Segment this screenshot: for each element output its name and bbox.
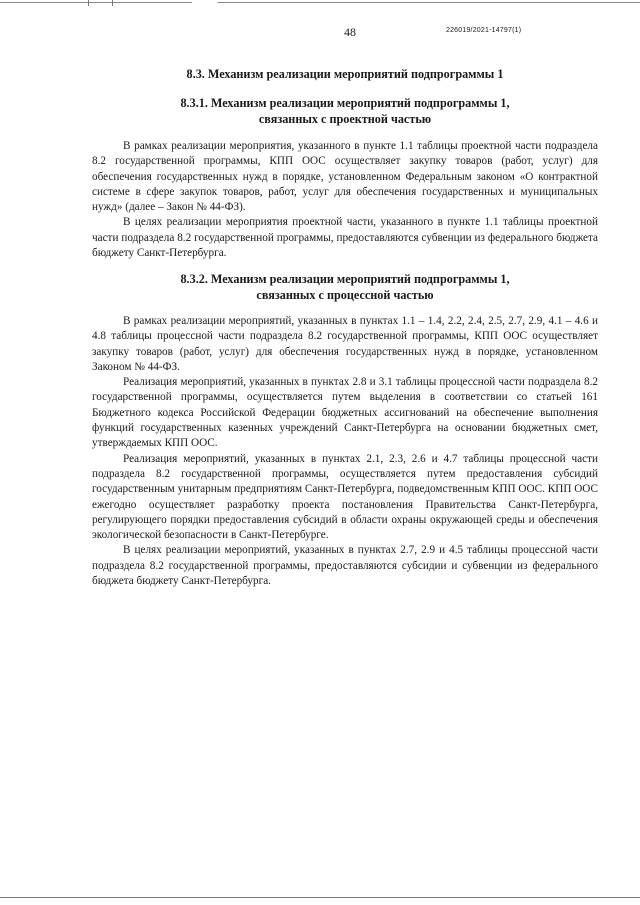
subsection-title-1-line2: связанных с проектной частью [258, 111, 432, 126]
paragraph: Реализация мероприятий, указанных в пунктах 2.8 и 3.1 таблицы процессной части подраздела 8.2 государственной программы, осуществляется путем выделения в соответствии со статьей 161 Бюджетного кодекса Российской Федерации бюджетных ассигнований на обеспечение выполнения функций государственных казенных учреждений Санкт-Петербурга на основании бюджетных смет, утверждаемых КПП ООС. [92, 376, 598, 450]
scan-edge-bottom [0, 897, 640, 898]
scan-tick [112, 0, 113, 6]
subsection-title-1-line1: 8.3.1. Механизм реализации мероприятий подпрограммы 1, [180, 96, 510, 110]
paragraph: В целях реализации мероприятий, указанных в пунктах 2.7, 2.9 и 4.5 таблицы процессной части подраздела 8.2 государственной программы, предоставляются субсидии и субвенции из федерального бюджета бюджету Санкт-Петербурга. [92, 544, 598, 588]
subsection-title-2-line2: связанных с процессной частью [256, 287, 434, 302]
paragraph: В рамках реализации мероприятия, указанного в пункте 1.1 таблицы проектной части подраздела 8.2 государственной программы, КПП ООС осуществляет закупку товаров (работ, услуг) для обеспечения государственных нужд в порядке, установленном Федеральным законом «О контрактной системе в сфере закупок товаров, работ, услуг для обеспечения государственных и муниципальных нужд» (далее – Закон № 44-ФЗ). [92, 140, 598, 214]
paragraph: Реализация мероприятий, указанных в пунктах 2.1, 2.3, 2.6 и 4.7 таблицы процессной части подраздела 8.2 государственной программы, осуществляется путем предоставления субсидий государственным унитарным предприятиям Санкт-Петербурга, подведомственным КПП ООС. КПП ООС ежегодно осуществляет разработку проекта постановления Правительства Санкт-Петербурга, регулирующего порядки предоставления субсидий в области охраны окружающей среды и обеспечения экологической безопасности в Санкт-Петербурге. [92, 452, 598, 542]
paragraph: В целях реализации мероприятия проектной части, указанного в пункте 1.1 таблицы проектной части подраздела 8.2 государственной программы, предоставляются субвенции из федерального бюджета бюджету Санкт-Петербурга. [92, 216, 598, 260]
subsection-title-2-line1: 8.3.2. Механизм реализации мероприятий подпрограммы 1, [180, 272, 510, 286]
subsection-title-1 [92, 96, 598, 127]
subsection-2-body [92, 314, 598, 589]
document-id: 226019/2021-14797(1) [446, 27, 522, 34]
scan-tick [88, 0, 89, 6]
scan-edge-top [0, 2, 640, 3]
page-number: 48 [344, 25, 356, 39]
section-title: 8.3. Механизм реализации мероприятий подпрограммы 1 [186, 67, 504, 81]
subsection-1-body [92, 139, 598, 261]
paragraph: В рамках реализации мероприятий, указанных в пунктах 1.1 – 1.4, 2.2, 2.4, 2.5, 2.7, 2.9, 4.1 – 4.6 и 4.8 таблицы процессной части подраздела 8.2 государственной программы, КПП ООС осуществляет закупку товаров (работ, услуг) для обеспечения государственных нужд в порядке, установленном Законом № 44-ФЗ. [92, 315, 598, 373]
subsection-title-2 [92, 272, 598, 303]
